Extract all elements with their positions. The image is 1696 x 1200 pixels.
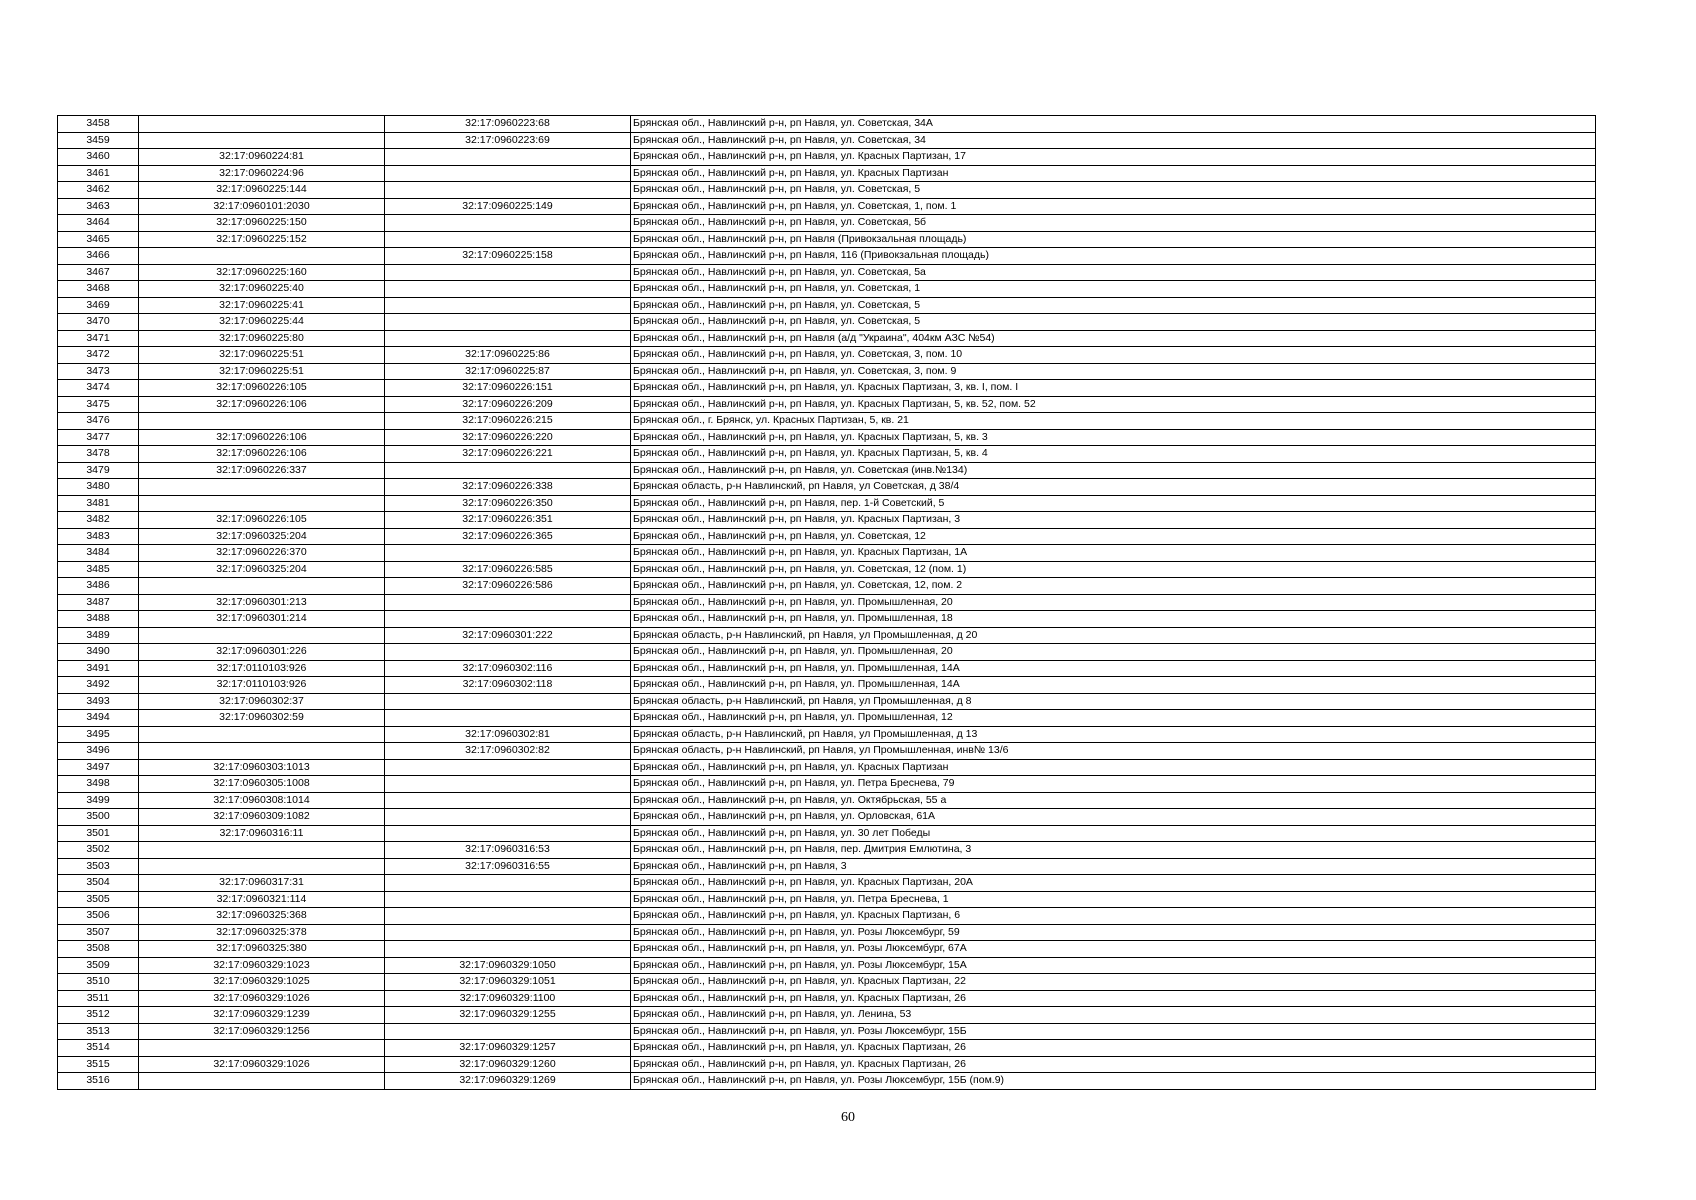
table-row: [58, 248, 1596, 265]
row-number-cell: 3483: [58, 528, 139, 545]
row-number-cell: 3477: [58, 429, 139, 446]
table-row: [58, 809, 1596, 826]
cadastral-number-cell: 32:17:0960316:11: [139, 825, 385, 842]
table-row: [58, 1023, 1596, 1040]
object-cadastral-number-cell: [385, 215, 631, 232]
table-row: [58, 858, 1596, 875]
row-number-cell: 3467: [58, 264, 139, 281]
object-cadastral-number-cell: 32:17:0960226:350: [385, 495, 631, 512]
object-cadastral-number-cell: [385, 1023, 631, 1040]
address-cell: Брянская обл., Навлинский р-н, рп Навля, ул. Промышленная, 20: [631, 594, 1596, 611]
address-cell: Брянская обл., Навлинский р-н, рп Навля, ул. Петра Бреснева, 1: [631, 891, 1596, 908]
row-number-cell: 3470: [58, 314, 139, 331]
cadastral-number-cell: 32:17:0960321:114: [139, 891, 385, 908]
row-number-cell: 3504: [58, 875, 139, 892]
table-row: [58, 611, 1596, 628]
row-number-cell: 3462: [58, 182, 139, 199]
table-row: [58, 281, 1596, 298]
cadastral-number-cell: [139, 627, 385, 644]
cadastral-number-cell: 32:17:0960226:106: [139, 446, 385, 463]
object-cadastral-number-cell: [385, 281, 631, 298]
cadastral-number-cell: 32:17:0110103:926: [139, 660, 385, 677]
cadastral-number-cell: 32:17:0960325:204: [139, 528, 385, 545]
cadastral-number-cell: 32:17:0960224:81: [139, 149, 385, 166]
address-cell: Брянская обл., Навлинский р-н, рп Навля, ул. Красных Партизан, 1А: [631, 545, 1596, 562]
cadastral-number-cell: [139, 132, 385, 149]
object-cadastral-number-cell: 32:17:0960329:1050: [385, 957, 631, 974]
row-number-cell: 3496: [58, 743, 139, 760]
cadastral-number-cell: [139, 116, 385, 133]
object-cadastral-number-cell: [385, 908, 631, 925]
row-number-cell: 3471: [58, 330, 139, 347]
row-number-cell: 3498: [58, 776, 139, 793]
object-cadastral-number-cell: [385, 182, 631, 199]
object-cadastral-number-cell: [385, 941, 631, 958]
table-row: [58, 710, 1596, 727]
address-cell: Брянская обл., Навлинский р-н, рп Навля, ул. Промышленная, 18: [631, 611, 1596, 628]
cadastral-number-cell: 32:17:0960302:37: [139, 693, 385, 710]
cadastral-number-cell: 32:17:0960226:337: [139, 462, 385, 479]
cadastral-number-cell: [139, 578, 385, 595]
row-number-cell: 3469: [58, 297, 139, 314]
cadastral-number-cell: 32:17:0960329:1256: [139, 1023, 385, 1040]
row-number-cell: 3493: [58, 693, 139, 710]
object-cadastral-number-cell: 32:17:0960225:158: [385, 248, 631, 265]
row-number-cell: 3464: [58, 215, 139, 232]
address-cell: Брянская обл., Навлинский р-н, рп Навля, ул. Красных Партизан, 22: [631, 974, 1596, 991]
row-number-cell: 3475: [58, 396, 139, 413]
table-row: [58, 825, 1596, 842]
object-cadastral-number-cell: 32:17:0960226:220: [385, 429, 631, 446]
address-cell: Брянская обл., Навлинский р-н, рп Навля, ул. Красных Партизан, 5, кв. 3: [631, 429, 1596, 446]
cadastral-number-cell: 32:17:0960225:51: [139, 347, 385, 364]
table-row: [58, 594, 1596, 611]
object-cadastral-number-cell: [385, 462, 631, 479]
object-cadastral-number-cell: 32:17:0960226:585: [385, 561, 631, 578]
cadastral-number-cell: 32:17:0960305:1008: [139, 776, 385, 793]
object-cadastral-number-cell: [385, 792, 631, 809]
cadastral-number-cell: 32:17:0960225:40: [139, 281, 385, 298]
cadastral-number-cell: 32:17:0960317:31: [139, 875, 385, 892]
object-cadastral-number-cell: 32:17:0960225:149: [385, 198, 631, 215]
address-cell: Брянская обл., г. Брянск, ул. Красных Партизан, 5, кв. 21: [631, 413, 1596, 430]
address-cell: Брянская обл., Навлинский р-н, рп Навля, ул. Розы Люксембург, 15Б (пом.9): [631, 1073, 1596, 1090]
table-row: [58, 941, 1596, 958]
table-row: [58, 215, 1596, 232]
table-row: [58, 413, 1596, 430]
object-cadastral-number-cell: [385, 165, 631, 182]
address-cell: Брянская обл., Навлинский р-н, рп Навля, ул. Петра Бреснева, 79: [631, 776, 1596, 793]
row-number-cell: 3499: [58, 792, 139, 809]
row-number-cell: 3466: [58, 248, 139, 265]
row-number-cell: 3460: [58, 149, 139, 166]
cadastral-number-cell: 32:17:0960329:1239: [139, 1007, 385, 1024]
row-number-cell: 3465: [58, 231, 139, 248]
cadastral-number-cell: 32:17:0960329:1026: [139, 990, 385, 1007]
row-number-cell: 3509: [58, 957, 139, 974]
address-cell: Брянская обл., Навлинский р-н, рп Навля, ул. Советская (инв.№134): [631, 462, 1596, 479]
table-row: [58, 957, 1596, 974]
row-number-cell: 3472: [58, 347, 139, 364]
table-row: [58, 1007, 1596, 1024]
table-row: [58, 165, 1596, 182]
object-cadastral-number-cell: 32:17:0960226:338: [385, 479, 631, 496]
row-number-cell: 3486: [58, 578, 139, 595]
address-cell: Брянская обл., Навлинский р-н, рп Навля, ул. 30 лет Победы: [631, 825, 1596, 842]
object-cadastral-number-cell: 32:17:0960329:1255: [385, 1007, 631, 1024]
table-row: [58, 512, 1596, 529]
row-number-cell: 3508: [58, 941, 139, 958]
object-cadastral-number-cell: 32:17:0960226:151: [385, 380, 631, 397]
page-number: 60: [841, 1110, 855, 1125]
object-cadastral-number-cell: [385, 611, 631, 628]
address-cell: Брянская обл., Навлинский р-н, рп Навля, ул. Красных Партизан, 5, кв. 52, пом. 52: [631, 396, 1596, 413]
cadastral-number-cell: [139, 495, 385, 512]
table-row: [58, 842, 1596, 859]
row-number-cell: 3474: [58, 380, 139, 397]
table-row: [58, 677, 1596, 694]
object-cadastral-number-cell: 32:17:0960316:53: [385, 842, 631, 859]
address-cell: Брянская обл., Навлинский р-н, рп Навля, ул. Советская, 3, пом. 10: [631, 347, 1596, 364]
registry-table-body: [58, 116, 1596, 1090]
row-number-cell: 3491: [58, 660, 139, 677]
row-number-cell: 3463: [58, 198, 139, 215]
cadastral-number-cell: 32:17:0960329:1025: [139, 974, 385, 991]
address-cell: Брянская обл., Навлинский р-н, рп Навля, ул. Советская, 12, пом. 2: [631, 578, 1596, 595]
object-cadastral-number-cell: 32:17:0960226:215: [385, 413, 631, 430]
address-cell: Брянская обл., Навлинский р-н, рп Навля, пер. 1-й Советский, 5: [631, 495, 1596, 512]
row-number-cell: 3497: [58, 759, 139, 776]
object-cadastral-number-cell: [385, 809, 631, 826]
row-number-cell: 3505: [58, 891, 139, 908]
object-cadastral-number-cell: 32:17:0960226:221: [385, 446, 631, 463]
address-cell: Брянская обл., Навлинский р-н, рп Навля, ул. Советская, 3, пом. 9: [631, 363, 1596, 380]
row-number-cell: 3515: [58, 1056, 139, 1073]
table-row: [58, 396, 1596, 413]
cadastral-number-cell: 32:17:0960225:80: [139, 330, 385, 347]
row-number-cell: 3502: [58, 842, 139, 859]
object-cadastral-number-cell: [385, 330, 631, 347]
row-number-cell: 3516: [58, 1073, 139, 1090]
cadastral-number-cell: 32:17:0960301:214: [139, 611, 385, 628]
cadastral-number-cell: 32:17:0960226:106: [139, 429, 385, 446]
cadastral-number-cell: 32:17:0960329:1023: [139, 957, 385, 974]
object-cadastral-number-cell: 32:17:0960329:1257: [385, 1040, 631, 1057]
object-cadastral-number-cell: 32:17:0960226:351: [385, 512, 631, 529]
cadastral-number-cell: 32:17:0960226:370: [139, 545, 385, 562]
row-number-cell: 3458: [58, 116, 139, 133]
address-cell: Брянская обл., Навлинский р-н, рп Навля, ул. Советская, 12: [631, 528, 1596, 545]
table-row: [58, 743, 1596, 760]
table-row: [58, 182, 1596, 199]
table-row: [58, 924, 1596, 941]
table-row: [58, 330, 1596, 347]
object-cadastral-number-cell: [385, 644, 631, 661]
object-cadastral-number-cell: 32:17:0960302:118: [385, 677, 631, 694]
address-cell: Брянская обл., Навлинский р-н, рп Навля, ул. Промышленная, 14А: [631, 660, 1596, 677]
table-row: [58, 1056, 1596, 1073]
cadastral-number-cell: [139, 413, 385, 430]
registry-table: [57, 115, 1596, 1090]
object-cadastral-number-cell: [385, 924, 631, 941]
address-cell: Брянская обл., Навлинский р-н, рп Навля, ул. Розы Люксембург, 15А: [631, 957, 1596, 974]
table-row: [58, 462, 1596, 479]
address-cell: Брянская обл., Навлинский р-н, рп Навля, ул. Октябрьская, 55 а: [631, 792, 1596, 809]
address-cell: Брянская обл., Навлинский р-н, рп Навля, 3: [631, 858, 1596, 875]
address-cell: Брянская обл., Навлинский р-н, рп Навля, ул. Красных Партизан, 26: [631, 1056, 1596, 1073]
table-row: [58, 792, 1596, 809]
cadastral-number-cell: 32:17:0960309:1082: [139, 809, 385, 826]
table-row: [58, 644, 1596, 661]
cadastral-number-cell: [139, 1040, 385, 1057]
table-row: [58, 561, 1596, 578]
table-row: [58, 380, 1596, 397]
object-cadastral-number-cell: [385, 297, 631, 314]
cadastral-number-cell: 32:17:0960225:150: [139, 215, 385, 232]
row-number-cell: 3492: [58, 677, 139, 694]
address-cell: Брянская обл., Навлинский р-н, рп Навля, ул. Советская, 1, пом. 1: [631, 198, 1596, 215]
cadastral-number-cell: 32:17:0960225:160: [139, 264, 385, 281]
table-row: [58, 429, 1596, 446]
address-cell: Брянская обл., Навлинский р-н, рп Навля, ул. Советская, 5: [631, 297, 1596, 314]
row-number-cell: 3479: [58, 462, 139, 479]
cadastral-number-cell: [139, 842, 385, 859]
row-number-cell: 3476: [58, 413, 139, 430]
object-cadastral-number-cell: 32:17:0960316:55: [385, 858, 631, 875]
address-cell: Брянская обл., Навлинский р-н, рп Навля, 116 (Привокзальная площадь): [631, 248, 1596, 265]
address-cell: Брянская обл., Навлинский р-н, рп Навля, ул. Советская, 34: [631, 132, 1596, 149]
object-cadastral-number-cell: 32:17:0960302:116: [385, 660, 631, 677]
object-cadastral-number-cell: 32:17:0960302:82: [385, 743, 631, 760]
row-number-cell: 3468: [58, 281, 139, 298]
row-number-cell: 3495: [58, 726, 139, 743]
address-cell: Брянская обл., Навлинский р-н, рп Навля, ул. Промышленная, 14А: [631, 677, 1596, 694]
table-row: [58, 578, 1596, 595]
object-cadastral-number-cell: 32:17:0960329:1051: [385, 974, 631, 991]
row-number-cell: 3510: [58, 974, 139, 991]
cadastral-number-cell: 32:17:0960325:378: [139, 924, 385, 941]
cadastral-number-cell: 32:17:0960101:2030: [139, 198, 385, 215]
object-cadastral-number-cell: [385, 264, 631, 281]
address-cell: Брянская область, р-н Навлинский, рп Навля, ул Промышленная, д 8: [631, 693, 1596, 710]
cadastral-number-cell: 32:17:0960325:380: [139, 941, 385, 958]
row-number-cell: 3506: [58, 908, 139, 925]
object-cadastral-number-cell: [385, 149, 631, 166]
address-cell: Брянская обл., Навлинский р-н, рп Навля, ул. Розы Люксембург, 15Б: [631, 1023, 1596, 1040]
object-cadastral-number-cell: 32:17:0960302:81: [385, 726, 631, 743]
cadastral-number-cell: 32:17:0960325:204: [139, 561, 385, 578]
row-number-cell: 3503: [58, 858, 139, 875]
cadastral-number-cell: [139, 1073, 385, 1090]
row-number-cell: 3514: [58, 1040, 139, 1057]
cadastral-number-cell: 32:17:0960225:51: [139, 363, 385, 380]
address-cell: Брянская обл., Навлинский р-н, рп Навля, ул. Советская, 12 (пом. 1): [631, 561, 1596, 578]
table-row: [58, 314, 1596, 331]
row-number-cell: 3488: [58, 611, 139, 628]
object-cadastral-number-cell: [385, 825, 631, 842]
address-cell: Брянская область, р-н Навлинский, рп Навля, ул Советская, д 38/4: [631, 479, 1596, 496]
address-cell: Брянская обл., Навлинский р-н, рп Навля (а/д "Украина", 404км АЗС №54): [631, 330, 1596, 347]
cadastral-number-cell: [139, 743, 385, 760]
object-cadastral-number-cell: 32:17:0960226:586: [385, 578, 631, 595]
cadastral-number-cell: 32:17:0960225:41: [139, 297, 385, 314]
table-row: [58, 990, 1596, 1007]
address-cell: Брянская область, р-н Навлинский, рп Навля, ул Промышленная, инв№ 13/6: [631, 743, 1596, 760]
row-number-cell: 3511: [58, 990, 139, 1007]
row-number-cell: 3480: [58, 479, 139, 496]
table-row: [58, 545, 1596, 562]
table-row: [58, 116, 1596, 133]
row-number-cell: 3482: [58, 512, 139, 529]
table-row: [58, 149, 1596, 166]
row-number-cell: 3484: [58, 545, 139, 562]
cadastral-number-cell: 32:17:0960224:96: [139, 165, 385, 182]
cadastral-number-cell: 32:17:0110103:926: [139, 677, 385, 694]
cadastral-number-cell: 32:17:0960308:1014: [139, 792, 385, 809]
object-cadastral-number-cell: 32:17:0960329:1269: [385, 1073, 631, 1090]
address-cell: Брянская обл., Навлинский р-н, рп Навля, ул. Красных Партизан, 3: [631, 512, 1596, 529]
cadastral-number-cell: 32:17:0960325:368: [139, 908, 385, 925]
row-number-cell: 3478: [58, 446, 139, 463]
address-cell: Брянская обл., Навлинский р-н, рп Навля, ул. Красных Партизан, 3, кв. I, пом. I: [631, 380, 1596, 397]
address-cell: Брянская обл., Навлинский р-н, рп Навля, ул. Красных Партизан: [631, 165, 1596, 182]
cadastral-number-cell: [139, 479, 385, 496]
object-cadastral-number-cell: [385, 891, 631, 908]
address-cell: Брянская обл., Навлинский р-н, рп Навля, ул. Красных Партизан, 26: [631, 1040, 1596, 1057]
object-cadastral-number-cell: 32:17:0960226:365: [385, 528, 631, 545]
cadastral-number-cell: 32:17:0960225:152: [139, 231, 385, 248]
object-cadastral-number-cell: 32:17:0960301:222: [385, 627, 631, 644]
cadastral-number-cell: [139, 726, 385, 743]
cadastral-number-cell: 32:17:0960225:44: [139, 314, 385, 331]
table-row: [58, 1073, 1596, 1090]
table-row: [58, 198, 1596, 215]
row-number-cell: 3490: [58, 644, 139, 661]
table-row: [58, 446, 1596, 463]
object-cadastral-number-cell: 32:17:0960225:87: [385, 363, 631, 380]
address-cell: Брянская обл., Навлинский р-н, рп Навля, ул. Красных Партизан, 6: [631, 908, 1596, 925]
address-cell: Брянская обл., Навлинский р-н, рп Навля, ул. Красных Партизан, 26: [631, 990, 1596, 1007]
address-cell: Брянская обл., Навлинский р-н, рп Навля, ул. Промышленная, 20: [631, 644, 1596, 661]
table-row: [58, 660, 1596, 677]
row-number-cell: 3461: [58, 165, 139, 182]
row-number-cell: 3500: [58, 809, 139, 826]
object-cadastral-number-cell: 32:17:0960329:1260: [385, 1056, 631, 1073]
row-number-cell: 3513: [58, 1023, 139, 1040]
address-cell: Брянская обл., Навлинский р-н, рп Навля (Привокзальная площадь): [631, 231, 1596, 248]
object-cadastral-number-cell: [385, 545, 631, 562]
object-cadastral-number-cell: [385, 710, 631, 727]
object-cadastral-number-cell: [385, 314, 631, 331]
address-cell: Брянская обл., Навлинский р-н, рп Навля, ул. Красных Партизан: [631, 759, 1596, 776]
row-number-cell: 3473: [58, 363, 139, 380]
table-row: [58, 132, 1596, 149]
cadastral-number-cell: 32:17:0960226:105: [139, 380, 385, 397]
address-cell: Брянская обл., Навлинский р-н, рп Навля, ул. Советская, 5б: [631, 215, 1596, 232]
cadastral-number-cell: 32:17:0960303:1013: [139, 759, 385, 776]
table-row: [58, 891, 1596, 908]
row-number-cell: 3501: [58, 825, 139, 842]
object-cadastral-number-cell: [385, 776, 631, 793]
table-row: [58, 363, 1596, 380]
row-number-cell: 3512: [58, 1007, 139, 1024]
object-cadastral-number-cell: [385, 594, 631, 611]
address-cell: Брянская область, р-н Навлинский, рп Навля, ул Промышленная, д 20: [631, 627, 1596, 644]
document-sheet: [57, 115, 1595, 1090]
table-row: [58, 495, 1596, 512]
address-cell: Брянская обл., Навлинский р-н, рп Навля, ул. Советская, 34А: [631, 116, 1596, 133]
address-cell: Брянская область, р-н Навлинский, рп Навля, ул Промышленная, д 13: [631, 726, 1596, 743]
row-number-cell: 3507: [58, 924, 139, 941]
table-row: [58, 776, 1596, 793]
object-cadastral-number-cell: 32:17:0960225:86: [385, 347, 631, 364]
object-cadastral-number-cell: [385, 875, 631, 892]
address-cell: Брянская обл., Навлинский р-н, рп Навля, ул. Розы Люксембург, 59: [631, 924, 1596, 941]
cadastral-number-cell: [139, 248, 385, 265]
address-cell: Брянская обл., Навлинский р-н, рп Навля, ул. Советская, 1: [631, 281, 1596, 298]
table-row: [58, 231, 1596, 248]
object-cadastral-number-cell: 32:17:0960226:209: [385, 396, 631, 413]
row-number-cell: 3481: [58, 495, 139, 512]
address-cell: Брянская обл., Навлинский р-н, рп Навля, ул. Промышленная, 12: [631, 710, 1596, 727]
table-row: [58, 479, 1596, 496]
table-row: [58, 1040, 1596, 1057]
cadastral-number-cell: 32:17:0960301:213: [139, 594, 385, 611]
object-cadastral-number-cell: [385, 231, 631, 248]
address-cell: Брянская обл., Навлинский р-н, рп Навля, ул. Советская, 5: [631, 182, 1596, 199]
object-cadastral-number-cell: [385, 759, 631, 776]
address-cell: Брянская обл., Навлинский р-н, рп Навля, ул. Орловская, 61А: [631, 809, 1596, 826]
object-cadastral-number-cell: 32:17:0960223:68: [385, 116, 631, 133]
table-row: [58, 875, 1596, 892]
table-row: [58, 693, 1596, 710]
address-cell: Брянская обл., Навлинский р-н, рп Навля, ул. Красных Партизан, 20А: [631, 875, 1596, 892]
cadastral-number-cell: 32:17:0960301:226: [139, 644, 385, 661]
object-cadastral-number-cell: 32:17:0960329:1100: [385, 990, 631, 1007]
table-row: [58, 974, 1596, 991]
cadastral-number-cell: 32:17:0960225:144: [139, 182, 385, 199]
table-row: [58, 759, 1596, 776]
table-row: [58, 528, 1596, 545]
address-cell: Брянская обл., Навлинский р-н, рп Навля, пер. Дмитрия Емлютина, 3: [631, 842, 1596, 859]
address-cell: Брянская обл., Навлинский р-н, рп Навля, ул. Советская, 5: [631, 314, 1596, 331]
table-row: [58, 347, 1596, 364]
cadastral-number-cell: 32:17:0960226:106: [139, 396, 385, 413]
address-cell: Брянская обл., Навлинский р-н, рп Навля, ул. Красных Партизан, 17: [631, 149, 1596, 166]
row-number-cell: 3459: [58, 132, 139, 149]
address-cell: Брянская обл., Навлинский р-н, рп Навля, ул. Розы Люксембург, 67А: [631, 941, 1596, 958]
address-cell: Брянская обл., Навлинский р-н, рп Навля, ул. Советская, 5а: [631, 264, 1596, 281]
address-cell: Брянская обл., Навлинский р-н, рп Навля, ул. Красных Партизан, 5, кв. 4: [631, 446, 1596, 463]
cadastral-number-cell: 32:17:0960226:105: [139, 512, 385, 529]
object-cadastral-number-cell: 32:17:0960223:69: [385, 132, 631, 149]
table-row: [58, 908, 1596, 925]
table-row: [58, 264, 1596, 281]
row-number-cell: 3494: [58, 710, 139, 727]
object-cadastral-number-cell: [385, 693, 631, 710]
table-row: [58, 726, 1596, 743]
row-number-cell: 3485: [58, 561, 139, 578]
address-cell: Брянская обл., Навлинский р-н, рп Навля, ул. Ленина, 53: [631, 1007, 1596, 1024]
table-row: [58, 627, 1596, 644]
cadastral-number-cell: 32:17:0960302:59: [139, 710, 385, 727]
cadastral-number-cell: [139, 858, 385, 875]
cadastral-number-cell: 32:17:0960329:1026: [139, 1056, 385, 1073]
row-number-cell: 3489: [58, 627, 139, 644]
table-row: [58, 297, 1596, 314]
row-number-cell: 3487: [58, 594, 139, 611]
